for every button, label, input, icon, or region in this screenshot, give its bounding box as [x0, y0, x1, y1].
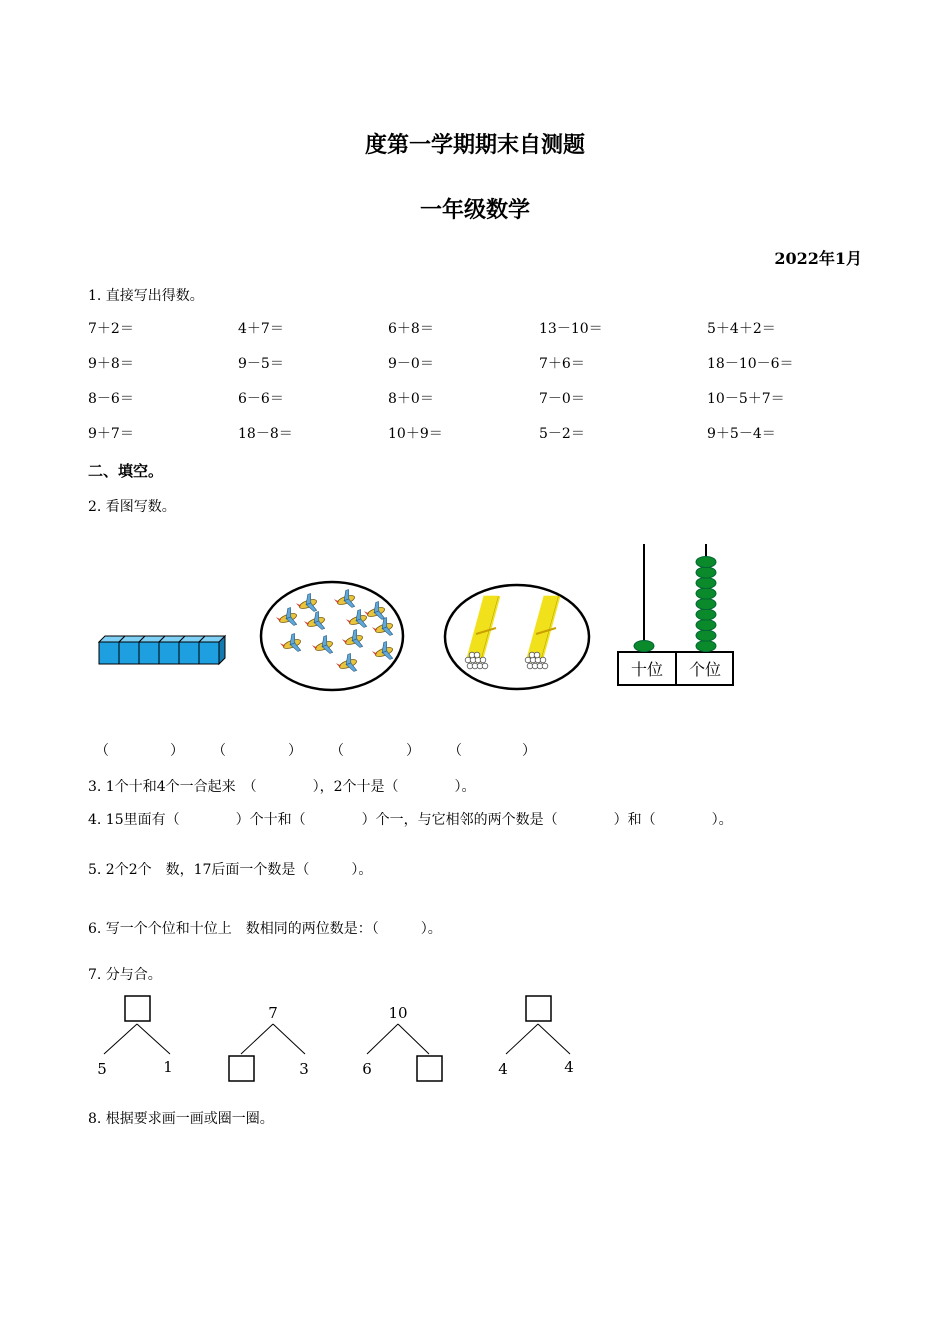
bond-top-number: 10: [388, 1004, 408, 1022]
ones-bead: [696, 630, 716, 641]
bond-left-number: 6: [362, 1060, 372, 1078]
blank-box: [417, 1056, 442, 1081]
arithmetic-item: 10－5＋7＝: [707, 391, 785, 407]
unit-cube: [119, 642, 139, 664]
unit-cube: [139, 642, 159, 664]
ones-bead: [696, 620, 716, 631]
arithmetic-item: 5＋4＋2＝: [707, 321, 776, 337]
arithmetic-item: 18－10－6＝: [707, 356, 794, 372]
answer-paren-close: ）: [170, 743, 184, 759]
ones-bead: [696, 588, 716, 599]
arithmetic-item: 9－0＝: [388, 356, 434, 372]
arithmetic-item: 18－8＝: [238, 426, 293, 442]
unit-cube: [99, 642, 119, 664]
answer-paren-open: （: [212, 743, 226, 759]
arithmetic-item: 9－5＝: [238, 356, 284, 372]
tens-bead: [634, 641, 654, 652]
unit-cube: [179, 642, 199, 664]
planes-figure: [258, 578, 406, 694]
arithmetic-row: [88, 388, 868, 423]
arithmetic-item: 9＋5－4＝: [707, 426, 776, 442]
bond-right-number: 3: [299, 1060, 309, 1078]
bond-top-number: 7: [268, 1004, 278, 1022]
number-bond-2: [225, 1000, 325, 1084]
tens-label: 十位: [630, 660, 664, 679]
arithmetic-item: 5－2＝: [539, 426, 585, 442]
arithmetic-item: 6＋8＝: [388, 321, 434, 337]
ones-bead: [696, 599, 716, 610]
question-8-label: 8. 根据要求画一画或圈一圈。: [88, 1111, 274, 1127]
question-6: 6. 写一个个位和十位上 数相同的两位数是：（ ）。: [88, 921, 442, 937]
bond-left-number: 5: [97, 1060, 107, 1078]
arithmetic-row: [88, 318, 868, 353]
blank-box: [229, 1056, 254, 1081]
ones-label: 个位: [688, 660, 722, 679]
unit-cube: [159, 642, 179, 664]
arithmetic-item: 9＋7＝: [88, 426, 134, 442]
arithmetic-item: 9＋8＝: [88, 356, 134, 372]
arithmetic-item: 7＋2＝: [88, 321, 134, 337]
exam-date: 2022年1月: [774, 249, 862, 268]
stick-bundles-figure: [442, 582, 592, 692]
number-bond-3: [355, 1000, 455, 1084]
arithmetic-item: 13－10＝: [539, 321, 603, 337]
section-2-heading: 二、填空。: [88, 462, 164, 480]
number-bond-1: [90, 992, 190, 1082]
abacus-figure: [612, 540, 742, 690]
page-title: 度第一学期期末自测题: [364, 132, 585, 158]
ones-bead: [696, 578, 716, 589]
answer-paren-open: （: [448, 743, 462, 759]
unit-cubes-figure: [96, 632, 232, 668]
bond-right-number: 4: [564, 1058, 574, 1076]
answer-paren-close: ）: [288, 743, 302, 759]
arithmetic-row: [88, 353, 868, 388]
ones-bead: [696, 641, 716, 652]
arithmetic-item: 10＋9＝: [388, 426, 443, 442]
number-bond-4: [492, 992, 592, 1082]
answer-paren-open: （: [330, 743, 344, 759]
question-1-label: 1. 直接写出得数。: [88, 288, 204, 304]
arithmetic-item: 7－0＝: [539, 391, 585, 407]
question-3: 3. 1个十和4个一合起来 （ ），2个十是（ ）。: [88, 779, 476, 795]
ones-bead: [696, 557, 716, 568]
arithmetic-item: 8＋0＝: [388, 391, 434, 407]
arithmetic-row: [88, 423, 868, 458]
answer-paren-close: ）: [406, 743, 420, 759]
arithmetic-item: 8－6＝: [88, 391, 134, 407]
question-2-label: 2. 看图写数。: [88, 499, 176, 515]
arithmetic-item: 7＋6＝: [539, 356, 585, 372]
blank-box: [526, 996, 551, 1021]
page-subtitle: 一年级数学: [419, 197, 530, 223]
question-4: 4. 15里面有（ ）个十和（ ）个一，与它相邻的两个数是（ ）和（ ）。: [88, 812, 733, 828]
blank-box: [125, 996, 150, 1021]
arithmetic-item: 4＋7＝: [238, 321, 284, 337]
ones-bead: [696, 609, 716, 620]
arithmetic-grid: [88, 318, 868, 458]
question-7-label: 7. 分与合。: [88, 967, 162, 983]
question-5: 5. 2个2个 数，17后面一个数是（ ）。: [88, 862, 373, 878]
unit-cube: [199, 642, 219, 664]
answer-paren-close: ）: [522, 743, 536, 759]
bond-left-number: 4: [498, 1060, 508, 1078]
arithmetic-item: 6－6＝: [238, 391, 284, 407]
bond-right-number: 1: [163, 1058, 173, 1076]
answer-paren-open: （: [95, 743, 109, 759]
ones-bead: [696, 567, 716, 578]
